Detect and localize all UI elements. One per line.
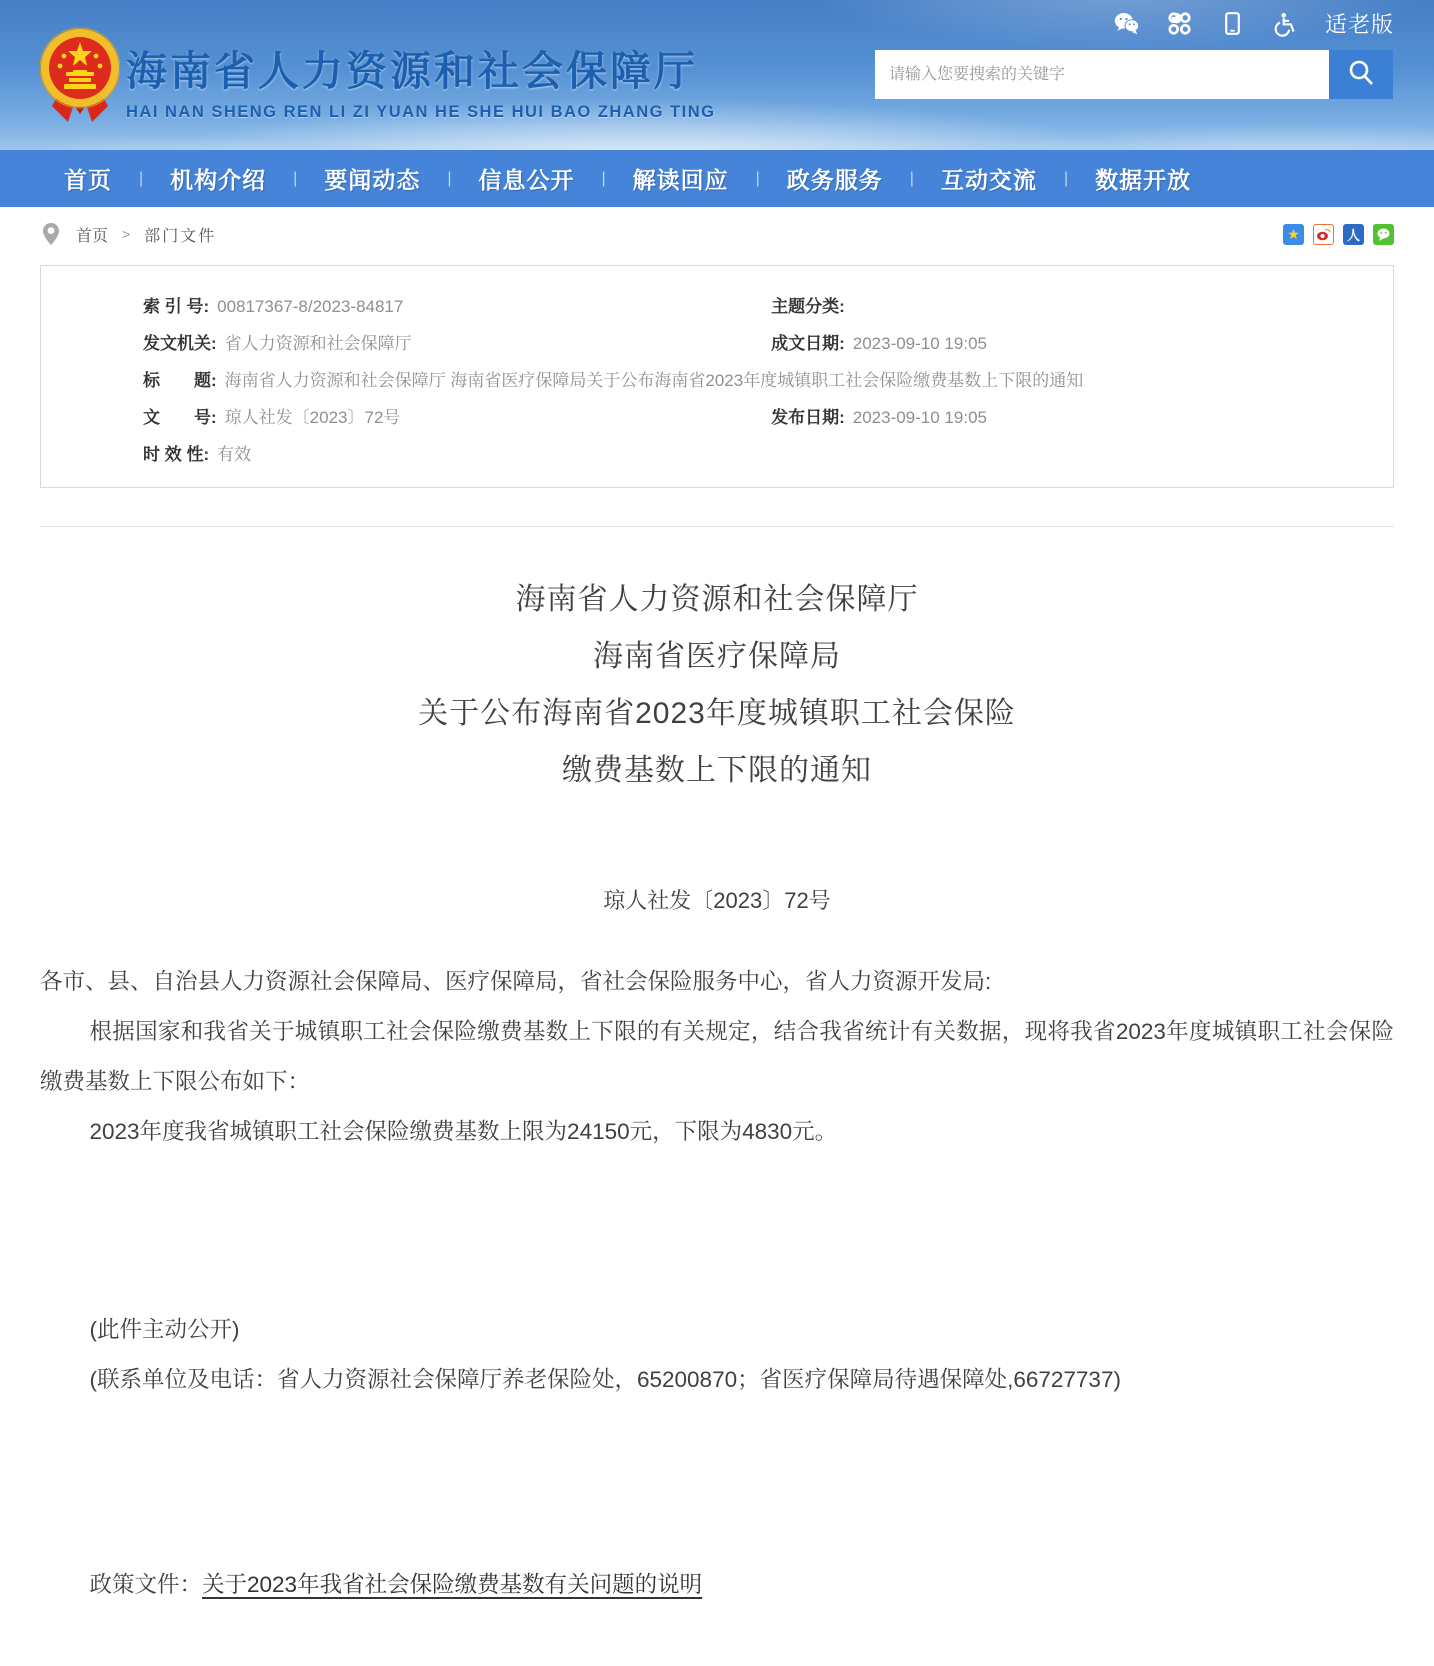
- document-meta-box: [40, 265, 1394, 488]
- meta-title-label: 标 题:: [143, 371, 217, 390]
- policy-file-link[interactable]: 关于2023年我省社会保险缴费基数有关问题的说明: [202, 1572, 703, 1597]
- share-weibo-icon[interactable]: [1313, 224, 1334, 245]
- meta-issuer-value: 省人力资源和社会保障厅: [224, 334, 412, 353]
- meta-title-value: 海南省人力资源和社会保障厅 海南省医疗保障局关于公布海南省2023年度城镇职工社会保险缴费基数上下限的通知: [224, 371, 1084, 390]
- article-divider: [40, 526, 1394, 527]
- meta-row: [41, 397, 1393, 434]
- meta-docnum-label: 文 号:: [143, 408, 217, 427]
- national-emblem-logo: [40, 26, 120, 129]
- share-renren-icon[interactable]: 人: [1343, 224, 1364, 245]
- body-spacer: [40, 1405, 1394, 1560]
- nav-item-interaction[interactable]: 互动交流: [940, 167, 1037, 193]
- nav-item-news[interactable]: 要闻动态: [324, 167, 421, 193]
- body-paragraph-1: 根据国家和我省关于城镇职工社会保险缴费基数上下限的有关规定，结合我省统计有关数据，现将我省2023年度城镇职工社会保险缴费基数上下限公布如下：: [40, 1019, 1394, 1094]
- header-toolbar: [1113, 8, 1394, 38]
- meta-index-value: 00817367-8/2023-84817: [217, 297, 404, 316]
- share-qzone-icon[interactable]: ★: [1283, 224, 1304, 245]
- wechat-icon[interactable]: [1113, 10, 1140, 37]
- nav-item-home[interactable]: 首页: [64, 167, 112, 193]
- nav-separator: |: [601, 169, 606, 187]
- meta-validity-value: 有效: [217, 445, 252, 464]
- meta-docnum-value: 琼人社发〔2023〕72号: [224, 408, 401, 427]
- nav-separator: |: [447, 169, 452, 187]
- meta-index-label: 索 引 号:: [143, 297, 210, 316]
- nav-item-gov-services[interactable]: 政务服务: [786, 167, 883, 193]
- meta-date-pub-label: 发布日期:: [771, 408, 845, 427]
- meta-date-written-value: 2023-09-10 19:05: [852, 334, 987, 353]
- nav-separator: |: [1063, 169, 1069, 187]
- page-bottom-padding: [0, 1610, 1434, 1666]
- elder-mode-link[interactable]: 适老版: [1324, 11, 1394, 37]
- contact-note: (联系单位及电话：省人力资源社会保障厅养老保险处，65200870；省医疗保障局待遇保障处,66727737): [89, 1367, 1121, 1392]
- breadcrumb-home-link[interactable]: 首页: [76, 227, 109, 245]
- nav-item-interpretation[interactable]: 解读回应: [632, 167, 729, 193]
- disclosure-note: (此件主动公开): [89, 1317, 240, 1342]
- mobile-icon[interactable]: [1219, 10, 1246, 37]
- search-icon: [1346, 58, 1376, 91]
- body-paragraph-2: 2023年度我省城镇职工社会保险缴费基数上限为24150元，下限为4830元。: [89, 1119, 838, 1144]
- search-bar: [875, 50, 1393, 99]
- accessibility-icon[interactable]: [1272, 10, 1299, 37]
- salutation-paragraph: 各市、县、自治县人力资源社会保障局、医疗保障局，省社会保险服务中心，省人力资源开发局:: [40, 969, 992, 994]
- search-button[interactable]: [1329, 50, 1393, 99]
- search-input[interactable]: [875, 50, 1329, 99]
- apps-grid-icon[interactable]: [1166, 10, 1193, 37]
- breadcrumb-separator: >: [122, 226, 131, 242]
- nav-separator: |: [909, 169, 914, 187]
- breadcrumb: [0, 207, 1434, 259]
- meta-validity-label: 时 效 性:: [143, 445, 210, 464]
- site-brand: [126, 38, 715, 122]
- meta-row: [41, 434, 1393, 471]
- policy-file-line: [40, 1560, 1394, 1610]
- document-article: [0, 571, 1434, 1610]
- document-body: [40, 957, 1394, 1610]
- document-title-line: 海南省人力资源和社会保障厅: [515, 583, 919, 616]
- document-title: [0, 571, 1434, 799]
- site-subtitle-pinyin: HAI NAN SHENG REN LI ZI YUAN HE SHE HUI BAO ZHANG TING: [126, 103, 716, 121]
- meta-row: [41, 323, 1393, 360]
- nav-item-open-data[interactable]: 数据开放: [1095, 167, 1192, 193]
- meta-issuer-label: 发文机关:: [143, 334, 217, 353]
- location-pin-icon: [42, 222, 60, 246]
- document-number: 琼人社发〔2023〕72号: [603, 888, 831, 913]
- site-title: 海南省人力资源和社会保障厅: [126, 48, 698, 94]
- meta-topic-label: 主题分类:: [771, 297, 845, 316]
- policy-file-label: 政策文件：: [89, 1572, 203, 1597]
- nav-separator: |: [755, 169, 760, 187]
- meta-date-pub-value: 2023-09-10 19:05: [852, 408, 987, 427]
- body-spacer: [40, 1157, 1394, 1305]
- nav-separator: |: [139, 169, 144, 187]
- meta-row: [41, 286, 1393, 323]
- share-wechat-icon[interactable]: [1373, 224, 1394, 245]
- main-nav: [0, 150, 1434, 207]
- meta-row: [41, 360, 1393, 397]
- document-title-line: 海南省医疗保障局: [593, 640, 841, 673]
- meta-date-written-label: 成文日期:: [771, 334, 845, 353]
- nav-item-info-disclosure[interactable]: 信息公开: [478, 167, 575, 193]
- document-title-line: 缴费基数上下限的通知: [562, 754, 872, 787]
- nav-separator: |: [293, 169, 298, 187]
- document-title-line: 关于公布海南省2023年度城镇职工社会保险: [418, 697, 1016, 730]
- site-header: [0, 0, 1434, 150]
- nav-item-org-intro[interactable]: 机构介绍: [170, 167, 267, 193]
- breadcrumb-current: 部门文件: [144, 227, 217, 245]
- share-toolbar: [1283, 224, 1394, 245]
